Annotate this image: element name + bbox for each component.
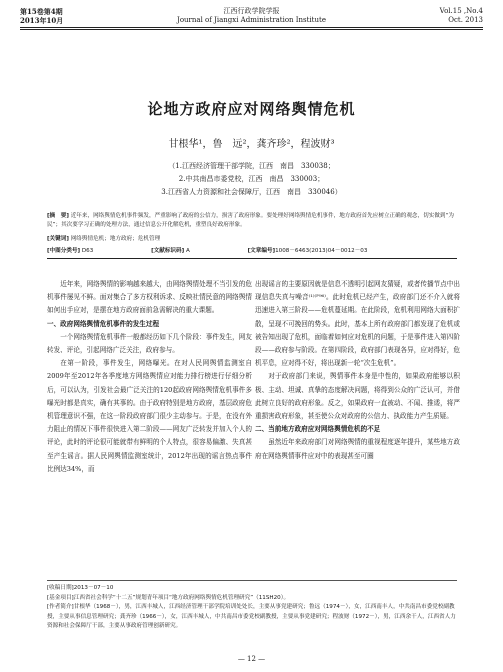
page-number: — 12 — <box>237 655 266 663</box>
paragraph: 对于政府部门来说，舆情事件本身是中性的，如果政府能够以积极、主动、坦诚、真挚的态度解决问题，将得到公众的广泛认可，并借此树立良好的政府形象。反之，如果政府一直被动、不闻、推诿，将严重损害政府形象，甚至使公众对政府的公信力、执政能力产生质疑。 <box>255 372 460 421</box>
running-header <box>20 7 483 41</box>
volume-cn: 第15卷第4期 <box>20 7 63 16</box>
affiliation-3: 3.江西省人力资源和社会保障厅，江西 南昌 330046） <box>161 188 342 196</box>
header-center <box>20 7 483 25</box>
abstract-text: 近年来，网络舆情危机事件频发，严重影响了政府的公信力，损害了政府形象。要处理好网络舆情危机事件，地方政府首先应树立正确的观念，切实做到“为民”；其次要学习正确的处理方法，通过信息公开化解危机，重塑良好政府形象。 <box>47 213 454 228</box>
article-authors: 甘根华¹，鲁 远²，龚齐珍²，程波财³ <box>168 139 335 150</box>
volume-en: Vol.15 ,No.4 <box>439 7 483 15</box>
doc-code: [文献标识码] A <box>151 248 190 254</box>
body-column-right <box>255 278 460 463</box>
affiliation-2: 2.中共南昌市委党校，江西 南昌 330003； <box>178 175 325 183</box>
paragraph: 近年来，网络舆情的影响越来越大，由网络舆情处理不当引发的危机事件屡见不鲜。面对集合了多方权利诉求、反映社情民意的网络舆情如何出手应对，是摆在地方政府面前急需解决的重大课题。 <box>47 280 252 315</box>
abstract-rule <box>47 258 457 259</box>
affiliation-1: （1.江西经济管理干部学院，江西 南昌 330038； <box>168 162 335 170</box>
article-title: 论地方政府应对网络舆情危机 <box>147 100 356 118</box>
paragraph: 虽然近年来政府部门对网络舆情的重视程度逐年提升，某些地方政府在网络舆情事件应对中的表现甚至可圈 <box>255 438 460 460</box>
body-column-left <box>47 278 252 476</box>
journal-name-cn: 江西行政学院学报 <box>223 7 280 15</box>
abstract-label: [摘 要] <box>47 213 69 219</box>
section-heading-1: 一、政府网络舆情危机事件的发生过程 <box>47 319 160 328</box>
author-bio: [作者简介]甘根华（1968－），男，江西丰城人，江西经济管理干部学院培训处处长，主要从事党建研究；鲁远（1974－），女，江西南丰人，中共南昌市委党校副教授，主要从事信息管理研究；龚齐珍（1966－），女，江西丰城人，中共南昌市委党校副教授，主要从事党建研究；程波财（1972－），男，江西余干人，江西省人力资源和社会保障厅干部，主要从事政府管理创新研究。 <box>47 604 456 629</box>
paragraph: 出现谣言的主要原因就是信息不透明引起网友猜疑，或者传播节点中出现信息失真与噪音⁽¹⁾⁽ᴾ⁹⁶⁾。此时危机已经产生，政府部门还不介入就将迅速进入第三阶段——危机蔓延期。在此阶段，危机利用网络大面积扩散，呈现不可挽回的势头。此时，基本上所有政府部门都发现了危机或被告知出现了危机，面临着如何应对危机的问题，于是事件进入第四阶段——政府参与阶段。在第四阶段，政府部门表现各异，应对得好，危机平息，应对得不好，将出现新一轮“次生危机”。 <box>255 280 460 368</box>
date-cn: 2013年10月 <box>20 16 64 25</box>
funding: [基金项目]江西省社会科学“十二五”规划青年项目“地方政府网络舆情危机管理研究”（11SH20）。 <box>47 594 290 601</box>
received-date: [收稿日期]2013－07－10 <box>47 585 114 591</box>
keywords-text: 网络舆情危机；地方政府；危机管理 <box>70 236 161 242</box>
header-rule-second <box>20 29 483 30</box>
section-heading-2: 二、当前地方政府应对网络舆情危机的不足 <box>255 425 381 434</box>
clc-code: [中图分类号] D63 <box>47 248 94 254</box>
article-number: [文章编号]1008－6463(2013)04－0012－03 <box>247 248 368 254</box>
journal-name-en: Journal of Jiangxi Administration Institute <box>177 16 326 24</box>
header-right <box>440 7 483 25</box>
classification-line <box>47 246 457 254</box>
paragraph: 在第一阶段，事件发生，网络曝光。在对人民网舆情监测室自2009年至2012年各季度地方网络舆情应对能力排行榜进行仔细分析后，可以认为，引发社会最广泛关注的120起政府网络舆情危机事件多曝光时都是真实，确有其事的。由于政府特别是地方政府，基层政府危机管理意识不强，在这一阶段政府部门很少主动参与。于是，在没有外力阻止的情况下事件很快进入第二阶段——网友广泛转发并加入个人的评论，此时的评论很可能就带有鲜明的个人特点，很容易偏激、失真甚至产生谣言。据人民网舆情监测室统计，2012年出现的谣言热点事件比例达34%，而 <box>47 359 252 473</box>
header-rule <box>20 27 483 28</box>
footnotes <box>47 584 457 632</box>
date-en: Oct. 2013 <box>448 16 483 24</box>
keywords-label: [关键词] <box>47 236 69 242</box>
footnote-rule <box>47 580 457 581</box>
paragraph: 一个网络舆情危机事件一般都经历如下几个阶段：事件发生，网友转发、评论，引起网络广泛关注，政府参与。 <box>47 332 252 355</box>
keywords <box>47 234 457 242</box>
abstract <box>47 212 457 230</box>
